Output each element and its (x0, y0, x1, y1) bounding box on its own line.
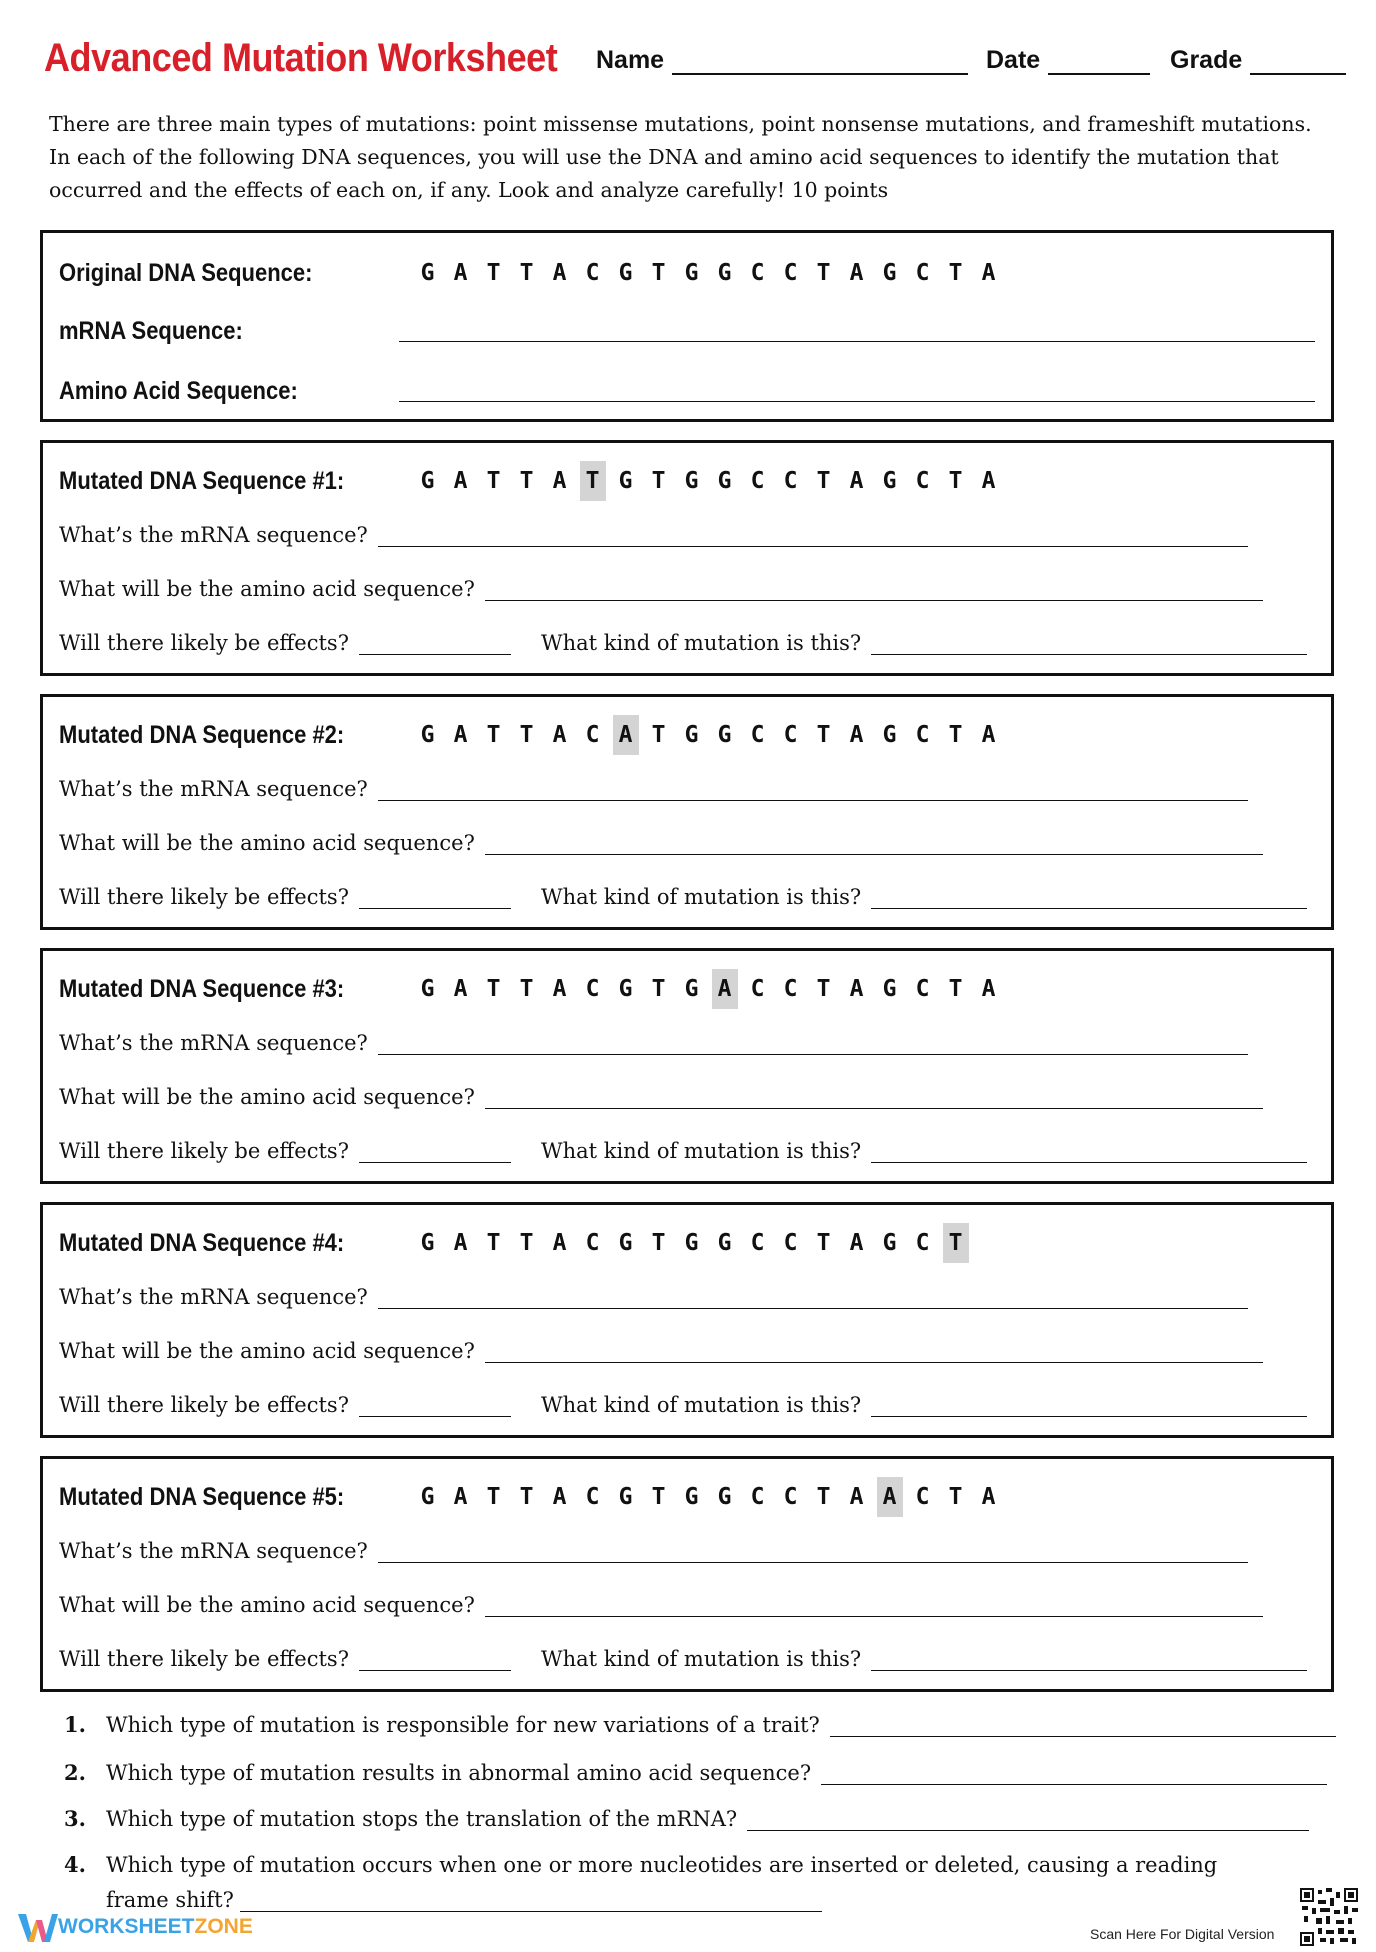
dna-base: C (915, 976, 930, 1002)
dna-base: A (849, 1484, 864, 1510)
dna-base: G (684, 260, 699, 286)
dna-base: A (849, 260, 864, 286)
dna-base: A (552, 260, 567, 286)
dna-base: C (915, 1484, 930, 1510)
logo-text-part2: ZONE (194, 1915, 253, 1938)
dna-base: C (783, 1230, 798, 1256)
question-2 (64, 1760, 1327, 1785)
dna-base: A (552, 1230, 567, 1256)
question-text: Which type of mutation results in abnormal amino acid sequence? (106, 1761, 812, 1785)
dna-base: C (585, 260, 600, 286)
dna-base: G (618, 260, 633, 286)
grade-field (1170, 46, 1346, 75)
mrna-label: mRNA Sequence: (59, 316, 243, 345)
mrna-answer-line[interactable] (399, 319, 1315, 342)
date-label: Date (986, 46, 1041, 74)
dna-base: A (849, 976, 864, 1002)
name-input-line[interactable] (672, 47, 968, 75)
kind-question: What kind of mutation is this? (540, 885, 862, 909)
dna-base: T (948, 722, 963, 748)
mutated-dna-label: Mutated DNA Sequence #4: (59, 1228, 345, 1257)
dna-base: G (882, 976, 897, 1002)
dna-base: A (552, 722, 567, 748)
dna-base: T (519, 260, 534, 286)
dna-base: A (849, 722, 864, 748)
question-number: 4. (64, 1852, 86, 1877)
dna-base: A (453, 468, 468, 494)
amino-question: What will be the amino acid sequence? (59, 1593, 475, 1617)
amino-answer-line[interactable] (485, 1086, 1263, 1109)
amino-question: What will be the amino acid sequence? (59, 1085, 475, 1109)
question-4 (64, 1852, 1217, 1877)
dna-base: G (684, 1484, 699, 1510)
dna-base: G (717, 722, 732, 748)
dna-base: T (651, 1484, 666, 1510)
dna-base: G (618, 976, 633, 1002)
dna-base: T (519, 722, 534, 748)
dna-base: T (486, 1230, 501, 1256)
kind-answer-line[interactable] (871, 886, 1307, 909)
mutated-sequence-box-3 (40, 948, 1334, 1184)
dna-base: A (552, 1484, 567, 1510)
logo-icon (18, 1910, 58, 1944)
mrna-answer-line[interactable] (378, 1286, 1248, 1309)
dna-base: A (981, 976, 996, 1002)
dna-base: T (816, 1230, 831, 1256)
question-number: 1. (64, 1712, 86, 1737)
dna-base: A (453, 1230, 468, 1256)
original-dna-sequence (411, 253, 1005, 293)
mrna-question: What’s the mRNA sequence? (59, 777, 368, 801)
dna-base: C (750, 1484, 765, 1510)
kind-answer-line[interactable] (871, 1140, 1307, 1163)
dna-base: A (849, 468, 864, 494)
effects-answer-line[interactable] (359, 1394, 511, 1417)
mutated-base: T (580, 461, 606, 501)
qr-code-icon[interactable] (1300, 1888, 1358, 1946)
mrna-answer-line[interactable] (378, 778, 1248, 801)
dna-base: T (486, 722, 501, 748)
kind-question: What kind of mutation is this? (540, 1393, 862, 1417)
question-3 (64, 1806, 1309, 1831)
dna-base: T (816, 1484, 831, 1510)
dna-base: T (816, 260, 831, 286)
amino-question: What will be the amino acid sequence? (59, 1339, 475, 1363)
mutated-dna-label: Mutated DNA Sequence #3: (59, 974, 345, 1003)
mutated-dna-sequence (411, 715, 1005, 755)
mutated-sequence-box-5 (40, 1456, 1334, 1692)
dna-base: T (651, 468, 666, 494)
dna-base: T (486, 1484, 501, 1510)
question-answer-line[interactable] (747, 1808, 1309, 1831)
effects-question: Will there likely be effects? (59, 1647, 349, 1671)
dna-base: T (519, 468, 534, 494)
mutated-dna-label: Mutated DNA Sequence #2: (59, 720, 345, 749)
effects-answer-line[interactable] (359, 632, 511, 655)
dna-base: G (717, 468, 732, 494)
mrna-answer-line[interactable] (378, 524, 1248, 547)
dna-base: C (915, 722, 930, 748)
dna-base: A (453, 260, 468, 286)
mrna-question: What’s the mRNA sequence? (59, 1285, 368, 1309)
dna-base: G (420, 260, 435, 286)
amino-question: What will be the amino acid sequence? (59, 831, 475, 855)
dna-base: T (486, 468, 501, 494)
mutated-sequence-box-4 (40, 1202, 1334, 1438)
dna-base: G (882, 260, 897, 286)
effects-question: Will there likely be effects? (59, 631, 349, 655)
dna-base: T (486, 260, 501, 286)
dna-base: G (684, 468, 699, 494)
mutated-dna-sequence (411, 461, 1005, 501)
dna-base: G (420, 976, 435, 1002)
dna-base: C (915, 468, 930, 494)
dna-base: G (420, 722, 435, 748)
dna-base: G (684, 1230, 699, 1256)
dna-base: T (519, 976, 534, 1002)
worksheetzone-logo (18, 1910, 253, 1944)
dna-base: A (981, 260, 996, 286)
dna-base: G (717, 1230, 732, 1256)
effects-question: Will there likely be effects? (59, 1393, 349, 1417)
dna-base: T (948, 260, 963, 286)
dna-base: A (453, 1484, 468, 1510)
dna-base: C (585, 722, 600, 748)
dna-base: C (783, 976, 798, 1002)
date-input-line[interactable] (1048, 47, 1150, 75)
dna-base: C (585, 1230, 600, 1256)
dna-base: T (948, 976, 963, 1002)
intro-text: There are three main types of mutations: point missense mutations, point nonsense mutations, and frameshift mutations. In each of the following DNA sequences, you will use the DNA and amino acid sequences to identify the mutation that occurred and the effects of each on, if any. Look and analyze carefully! 10 points (49, 112, 1312, 202)
effects-question: Will there likely be effects? (59, 1139, 349, 1163)
mutated-sequence-box-2 (40, 694, 1334, 930)
name-label: Name (596, 46, 665, 74)
grade-label: Grade (1170, 46, 1243, 74)
name-field (596, 46, 968, 75)
original-dna-label: Original DNA Sequence: (59, 258, 313, 287)
amino-answer-line[interactable] (485, 832, 1263, 855)
question-text-continued: frame shift? (106, 1888, 234, 1912)
effects-answer-line[interactable] (359, 1648, 511, 1671)
grade-input-line[interactable] (1250, 47, 1346, 75)
dna-base: G (618, 1484, 633, 1510)
dna-base: A (453, 722, 468, 748)
dna-base: C (915, 260, 930, 286)
dna-base: C (750, 976, 765, 1002)
mrna-answer-line[interactable] (378, 1032, 1248, 1055)
dna-base: A (552, 976, 567, 1002)
dna-base: A (981, 722, 996, 748)
dna-base: G (717, 1484, 732, 1510)
dna-base: C (750, 1230, 765, 1256)
dna-base: C (783, 722, 798, 748)
question-text: Which type of mutation is responsible for new variations of a trait? (106, 1713, 820, 1737)
dna-base: G (420, 468, 435, 494)
mutated-dna-sequence (411, 969, 1005, 1009)
scan-text: Scan Here For Digital Version (1090, 1926, 1275, 1942)
dna-base: T (816, 976, 831, 1002)
amino-question: What will be the amino acid sequence? (59, 577, 475, 601)
question-text: Which type of mutation occurs when one or more nucleotides are inserted or deleted, causing a reading (106, 1853, 1218, 1877)
dna-base: A (552, 468, 567, 494)
dna-base: G (684, 722, 699, 748)
page-title: Advanced Mutation Worksheet (44, 36, 558, 80)
mrna-question: What’s the mRNA sequence? (59, 1539, 368, 1563)
dna-base: A (981, 468, 996, 494)
question-1 (64, 1712, 1336, 1737)
kind-question: What kind of mutation is this? (540, 1139, 862, 1163)
dna-base: G (618, 468, 633, 494)
kind-question: What kind of mutation is this? (540, 631, 862, 655)
dna-base: C (750, 468, 765, 494)
dna-base: G (882, 722, 897, 748)
dna-base: T (948, 1484, 963, 1510)
worksheet-header (44, 30, 1340, 90)
effects-answer-line[interactable] (359, 1140, 511, 1163)
dna-base: G (420, 1230, 435, 1256)
effects-question: Will there likely be effects? (59, 885, 349, 909)
dna-base: T (948, 468, 963, 494)
mutated-dna-sequence (411, 1223, 972, 1263)
dna-base: A (849, 1230, 864, 1256)
dna-base: C (750, 260, 765, 286)
dna-base: C (783, 260, 798, 286)
mutated-base: A (712, 969, 738, 1009)
mutated-base: A (613, 715, 639, 755)
dna-base: G (618, 1230, 633, 1256)
dna-base: G (684, 976, 699, 1002)
amino-acid-answer-line[interactable] (399, 379, 1315, 402)
dna-base: C (585, 1484, 600, 1510)
dna-base: T (486, 976, 501, 1002)
dna-base: C (750, 722, 765, 748)
kind-answer-line[interactable] (871, 1394, 1307, 1417)
dna-base: G (717, 260, 732, 286)
mrna-answer-line[interactable] (378, 1540, 1248, 1563)
dna-base: T (651, 976, 666, 1002)
dna-base: C (783, 1484, 798, 1510)
dna-base: C (585, 976, 600, 1002)
mutated-dna-label: Mutated DNA Sequence #5: (59, 1482, 345, 1511)
dna-base: G (420, 1484, 435, 1510)
kind-answer-line[interactable] (871, 1648, 1307, 1671)
question-text: Which type of mutation stops the translation of the mRNA? (106, 1807, 738, 1831)
mrna-question: What’s the mRNA sequence? (59, 523, 368, 547)
question-answer-line[interactable] (821, 1762, 1327, 1785)
question-number: 2. (64, 1760, 86, 1785)
dna-base: C (915, 1230, 930, 1256)
dna-base: T (651, 260, 666, 286)
dna-base: T (519, 1484, 534, 1510)
dna-base: T (519, 1230, 534, 1256)
mutated-base: A (877, 1477, 903, 1517)
question-number: 3. (64, 1806, 86, 1831)
original-sequence-box (40, 230, 1334, 422)
dna-base: A (981, 1484, 996, 1510)
kind-answer-line[interactable] (871, 632, 1307, 655)
dna-base: T (816, 468, 831, 494)
effects-answer-line[interactable] (359, 886, 511, 909)
amino-answer-line[interactable] (485, 1340, 1263, 1363)
dna-base: T (651, 722, 666, 748)
dna-base: T (651, 1230, 666, 1256)
question-answer-line[interactable] (240, 1889, 822, 1912)
question-4-continued (106, 1888, 822, 1912)
mutated-base: T (943, 1223, 969, 1263)
dna-base: A (453, 976, 468, 1002)
mutated-sequence-box-1 (40, 440, 1334, 676)
dna-base: C (783, 468, 798, 494)
amino-answer-line[interactable] (485, 1594, 1263, 1617)
mrna-question: What’s the mRNA sequence? (59, 1031, 368, 1055)
kind-question: What kind of mutation is this? (540, 1647, 862, 1671)
date-field (986, 46, 1150, 75)
dna-base: G (882, 1230, 897, 1256)
mutated-dna-label: Mutated DNA Sequence #1: (59, 466, 345, 495)
dna-base: G (882, 468, 897, 494)
logo-text-part1: WORKSHEET (58, 1915, 195, 1938)
mutated-dna-sequence (411, 1477, 1005, 1517)
amino-answer-line[interactable] (485, 578, 1263, 601)
question-answer-line[interactable] (830, 1714, 1336, 1737)
amino-acid-label: Amino Acid Sequence: (59, 376, 298, 405)
dna-base: T (816, 722, 831, 748)
